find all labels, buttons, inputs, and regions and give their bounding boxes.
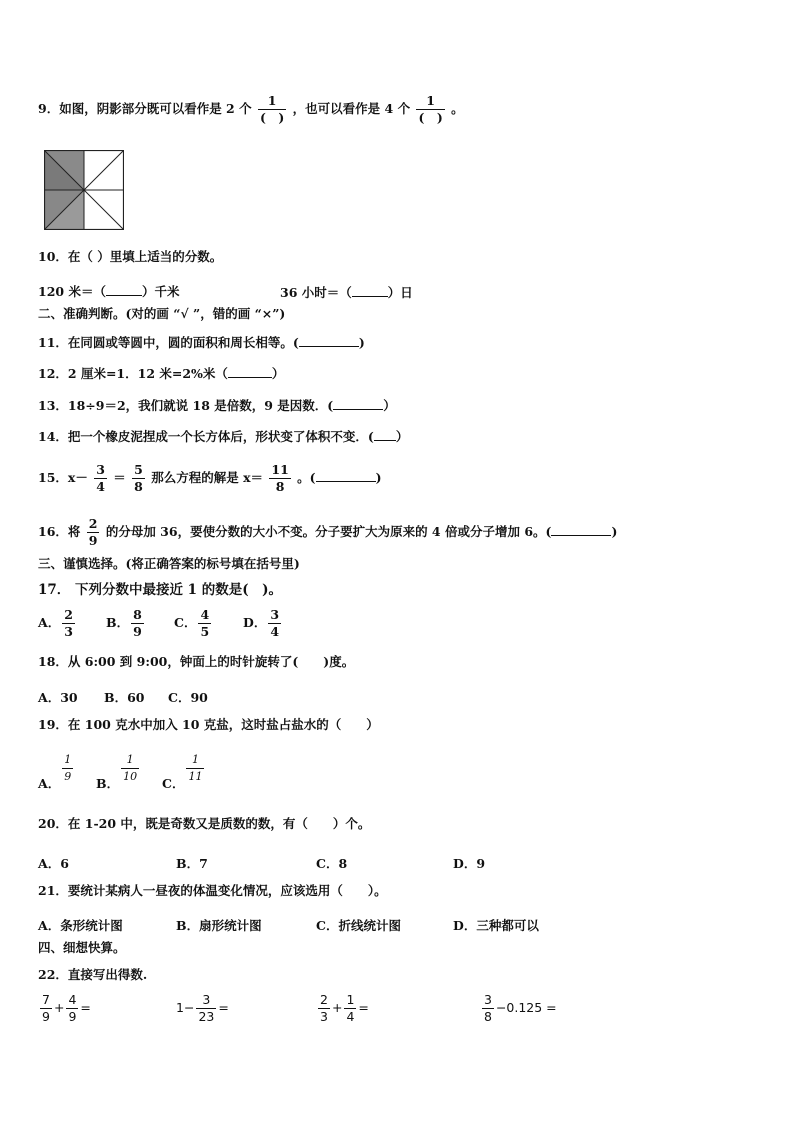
question-10: 10．在（ ）里填上适当的分数。 (38, 249, 223, 264)
q21-option-a[interactable]: A．条形统计图 (38, 918, 123, 933)
question-21: 21．要统计某病人一昼夜的体温变化情况，应该选用（ ）。 (38, 883, 387, 898)
q18-option-b[interactable]: B．60 (104, 690, 145, 705)
answer-blank[interactable] (551, 523, 611, 536)
answer-blank[interactable] (352, 284, 388, 297)
q18-option-c[interactable]: C．90 (168, 690, 208, 705)
calc-expression-2: 1− $\frac{3}{23}$ = (176, 992, 229, 1024)
q9-text-end: 。 (451, 101, 464, 116)
calc-expression-1: $\frac{7}{9}$ + $\frac{4}{9}$ = (42, 992, 91, 1024)
q17-option-c[interactable]: C． $\frac{4}{5}$ (174, 607, 210, 639)
q18-option-a[interactable]: A．30 (38, 690, 78, 705)
calc-expression-3: $\frac{2}{3}$ + $\frac{1}{4}$ = (320, 992, 369, 1024)
q20-option-c[interactable]: C．8 (316, 856, 348, 871)
q19-option-c[interactable]: C． $\frac{1}{11}$ (162, 753, 203, 791)
q19-option-b[interactable]: B． $\frac{1}{10}$ (96, 753, 138, 791)
q20-option-a[interactable]: A．6 (38, 856, 69, 871)
q15-fraction-2: $\frac{5}{8}$ (134, 462, 143, 494)
question-13: 13．18÷9＝2，我们就说 18 是倍数，9 是因数．( ） (38, 398, 396, 413)
answer-blank[interactable] (316, 469, 376, 482)
calc-expression-4: $\frac{3}{8}$ −0.125 = (484, 992, 557, 1024)
section-2-heading: 二、准确判断。(对的画 “√ ”，错的画 “×”) (38, 306, 286, 321)
q16-fraction: $\frac{2}{9}$ (88, 516, 98, 548)
question-15: 15．x－ $\frac{3}{4}$ ＝ $\frac{5}{8}$ 那么方程的解是 x＝ $\frac{11}{8}$ 。( ) (38, 462, 382, 494)
answer-blank[interactable] (333, 397, 383, 410)
shaded-square-figure (44, 150, 124, 230)
q17-option-a[interactable]: A． $\frac{2}{3}$ (38, 607, 73, 639)
q17-option-b[interactable]: B． $\frac{8}{9}$ (106, 607, 142, 639)
question-18: 18．从 6:00 到 9:00，钟面上的时针旋转了( )度。 (38, 654, 355, 669)
question-9 (38, 93, 464, 126)
q9-fraction-2: $\frac{1}{( )}$ (418, 93, 443, 125)
q21-option-d[interactable]: D．三种都可以 (453, 918, 539, 933)
q21-option-c[interactable]: C．折线统计图 (316, 918, 401, 933)
question-14: 14．把一个橡皮泥捏成一个长方体后，形状变了体积不变．( ） (38, 429, 409, 444)
q15-fraction-3: $\frac{11}{8}$ (271, 462, 289, 494)
q9-fraction-1: $\frac{1}{( )}$ (259, 93, 285, 125)
question-20: 20．在 1-20 中，既是奇数又是质数的数，有（ ）个。 (38, 816, 371, 831)
question-16: 16．将 $\frac{2}{9}$ 的分母加 36，要使分数的大小不变。分子要扩大为原来的 4 倍或分子增加 6。( ) (38, 516, 618, 548)
q17-option-d[interactable]: D． $\frac{3}{4}$ (243, 607, 280, 639)
q20-option-d[interactable]: D．9 (453, 856, 486, 871)
q15-fraction-1: $\frac{3}{4}$ (96, 462, 105, 494)
q19-option-a[interactable]: A． $\frac{1}{9}$ (38, 753, 72, 791)
q10-part-b: 36 小时＝（ ）日 (280, 285, 413, 300)
answer-blank[interactable] (106, 283, 142, 296)
answer-blank[interactable] (228, 365, 272, 378)
q9-text-mid: ，也可以看作是 4 个 (292, 101, 411, 116)
question-19: 19．在 100 克水中加入 10 克盐，这时盐占盐水的（ ） (38, 717, 379, 732)
answer-blank[interactable] (374, 428, 396, 441)
section-3-heading: 三、谨慎选择。(将正确答案的标号填在括号里) (38, 556, 300, 571)
question-12: 12．2 厘米=1．12 米=2%米（ ） (38, 366, 285, 381)
q9-text: 9．如图，阴影部分既可以看作是 2 个 (38, 101, 252, 116)
answer-blank[interactable] (299, 334, 359, 347)
q10-part-a: 120 米＝（ ）千米 (38, 284, 180, 299)
question-11: 11．在同圆或等圆中，圆的面积和周长相等。( ) (38, 335, 365, 350)
section-4-heading: 四、细想快算。 (38, 940, 126, 955)
q20-option-b[interactable]: B．7 (176, 856, 208, 871)
question-17: 17． 下列分数中最接近 1 的数是( )。 (38, 582, 283, 598)
q21-option-b[interactable]: B．扇形统计图 (176, 918, 262, 933)
question-22: 22．直接写出得数. (38, 967, 148, 982)
